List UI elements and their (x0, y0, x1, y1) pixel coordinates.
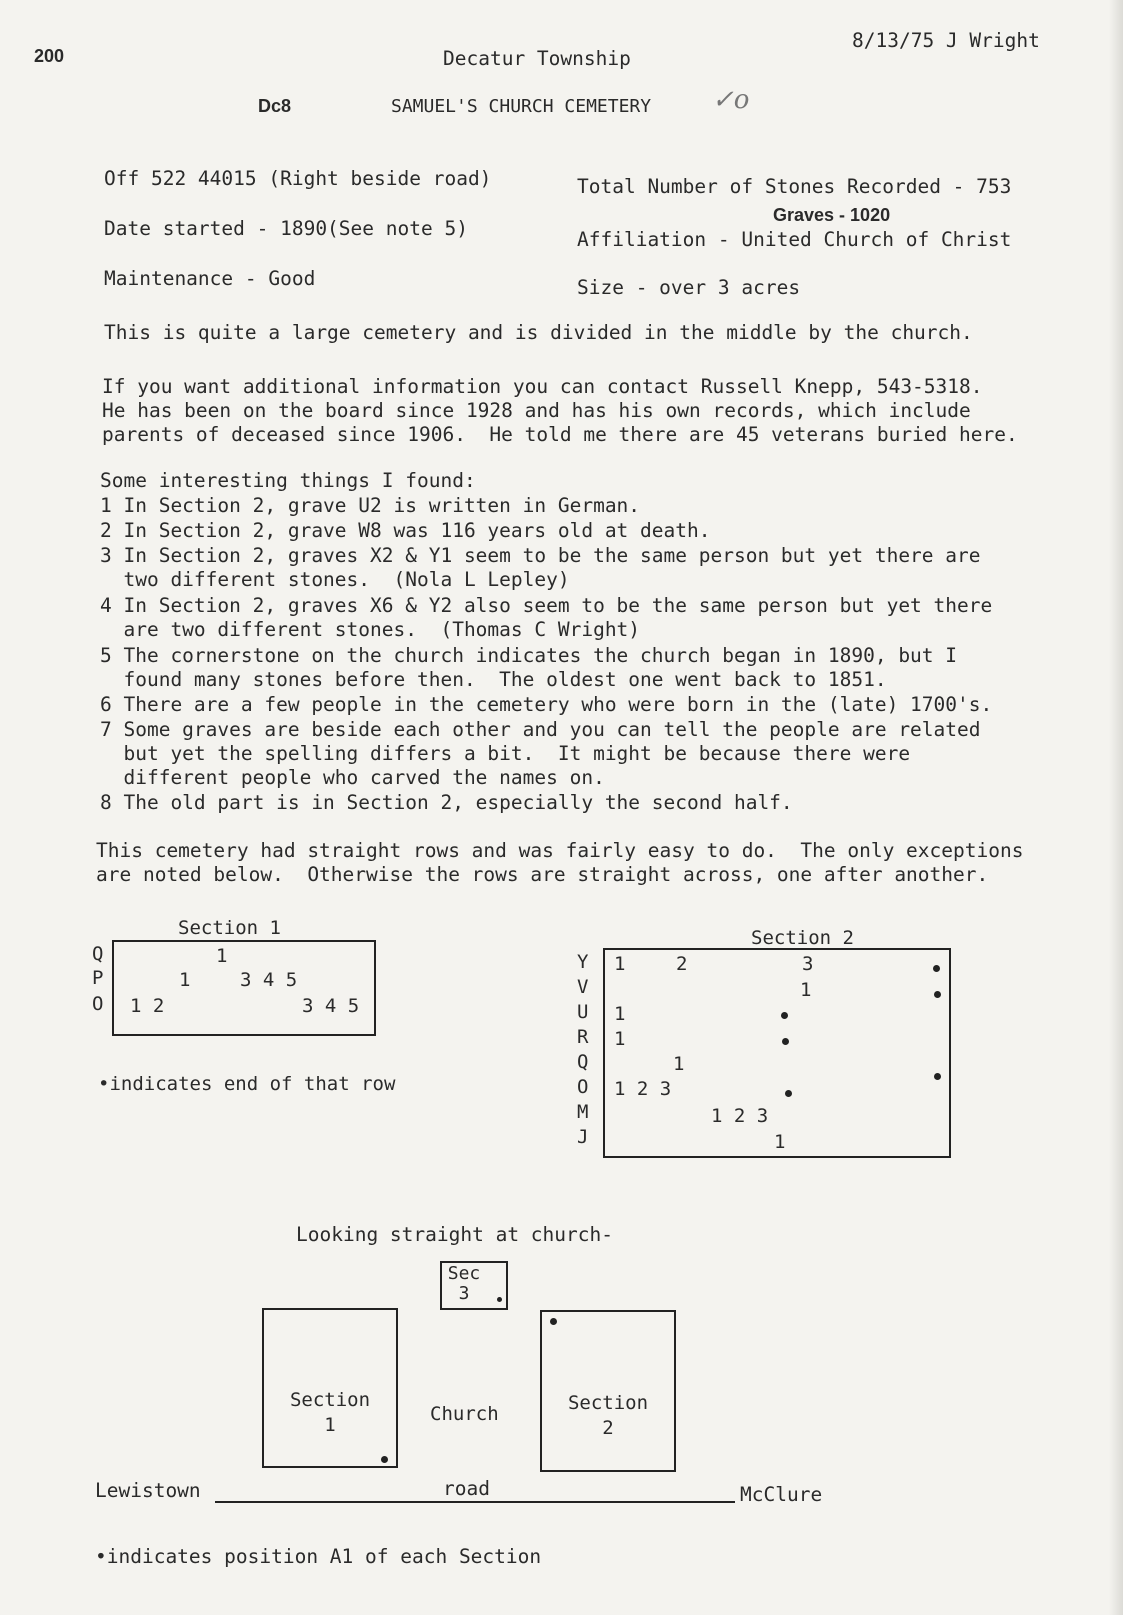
check-mark: ✓o (712, 85, 750, 115)
road-left-town: Lewistown (95, 1479, 201, 1502)
note-line: different people who carved the names on. (100, 766, 605, 789)
section1-row-p-grave-b: 3 4 5 (240, 969, 298, 991)
section3-label: Sec 3 (447, 1263, 481, 1304)
road-line (215, 1501, 735, 1503)
section2-row-label: U (577, 1001, 589, 1023)
note-line: 1 In Section 2, grave U2 is written in German. (100, 494, 641, 517)
site-section1-label: Section 1 (289, 1389, 371, 1436)
position-a1-dot (497, 1297, 502, 1302)
row-end-dot (785, 1090, 792, 1097)
note-line: found many stones before then. The oldest one went back to 1851. (100, 668, 887, 691)
note-line: 5 The cornerstone on the church indicates the church began in 1890, but I (100, 644, 958, 667)
section2-grave-number: 1 2 3 (711, 1105, 769, 1127)
note-line: 4 In Section 2, graves X6 & Y2 also seem to be the same person but yet there (100, 594, 993, 617)
section2-title: Section 2 (751, 927, 854, 949)
section1-title: Section 1 (178, 917, 281, 939)
row-end-dot (933, 965, 940, 972)
road-right-town: McClure (740, 1483, 823, 1506)
position-a1-dot (381, 1456, 388, 1463)
notes-intro: Some interesting things I found: (100, 469, 476, 492)
note-line: are two different stones. (Thomas C Wright) (100, 618, 641, 641)
paragraph-rows-1: This cemetery had straight rows and was fairly easy to do. The only exceptions (96, 839, 1024, 862)
legend-end-of-row: •indicates end of that row (98, 1073, 396, 1095)
row-end-dot (934, 991, 941, 998)
paragraph-contact-1: If you want additional information you can contact Russell Knepp, 543-5318. (102, 375, 983, 398)
section2-grid-box (603, 948, 951, 1158)
church-label: Church (430, 1403, 499, 1425)
cemetery-name: SAMUEL'S CHURCH CEMETERY (391, 96, 652, 117)
section2-row-label: M (577, 1101, 589, 1123)
section2-grave-number: 1 (800, 979, 812, 1001)
section1-row-o-grave-a: 1 2 (130, 995, 165, 1017)
section1-row-label: P (92, 967, 104, 989)
position-a1-dot (550, 1318, 557, 1325)
site-map-caption: Looking straight at church- (296, 1223, 613, 1246)
site-section2-label: Section 2 (567, 1392, 649, 1439)
section2-row-label: Y (577, 951, 589, 973)
cemetery-code: Dc8 (258, 96, 292, 116)
section2-row-label: R (577, 1026, 589, 1048)
maintenance-line: Maintenance - Good (104, 267, 316, 290)
total-stones-line: Total Number of Stones Recorded - 753 (577, 175, 1012, 198)
note-line: 8 The old part is in Section 2, especially the second half. (100, 791, 793, 814)
date-started-line: Date started - 1890(See note 5) (104, 217, 468, 240)
section1-row-q-graves: 1 (216, 945, 228, 967)
township-heading: Decatur Township (443, 47, 631, 70)
note-line: 6 There are a few people in the cemetery who were born in the (late) 1700's. (100, 693, 993, 716)
page-edge-shadow (1109, 0, 1123, 1615)
date-author: 8/13/75 J Wright (852, 29, 1040, 52)
note-line: 3 In Section 2, graves X2 & Y1 seem to be the same person but yet there are (100, 544, 981, 567)
section2-row-label: O (577, 1076, 589, 1098)
section1-row-label: Q (92, 943, 104, 965)
graves-line: Graves - 1020 (773, 205, 891, 225)
section2-grave-number: 2 (676, 953, 688, 975)
section2-grave-number: 1 (614, 953, 626, 975)
paragraph-contact-3: parents of deceased since 1906. He told me there are 45 veterans buried here. (102, 423, 1018, 446)
road-label: road (443, 1477, 490, 1500)
paragraph-rows-2: are noted below. Otherwise the rows are straight across, one after another. (96, 863, 989, 886)
section2-row-label: Q (577, 1051, 589, 1073)
location-line: Off 522 44015 (Right beside road) (104, 167, 492, 190)
section1-row-label: O (92, 993, 104, 1015)
legend-position-a1: •indicates position A1 of each Section (95, 1545, 542, 1568)
row-end-dot (934, 1073, 941, 1080)
section2-grave-number: 1 (673, 1053, 685, 1075)
note-line: 7 Some graves are beside each other and you can tell the people are related (100, 718, 981, 741)
note-line: two different stones. (Nola L Lepley) (100, 568, 570, 591)
section2-grave-number: 1 2 3 (614, 1078, 672, 1100)
section2-row-label: V (577, 976, 589, 998)
section2-grave-number: 1 (614, 1003, 626, 1025)
section2-grave-number: 1 (774, 1131, 786, 1153)
page-number: 200 (34, 46, 65, 66)
row-end-dot (782, 1038, 789, 1045)
section2-row-label: J (577, 1126, 589, 1148)
size-line: Size - over 3 acres (577, 276, 801, 299)
row-end-dot (781, 1012, 788, 1019)
note-line: 2 In Section 2, grave W8 was 116 years old at death. (100, 519, 711, 542)
section1-row-o-grave-b: 3 4 5 (302, 995, 360, 1017)
section1-row-p-grave-a: 1 (179, 969, 191, 991)
paragraph-contact-2: He has been on the board since 1928 and has his own records, which include (102, 399, 971, 422)
section2-grave-number: 1 (614, 1028, 626, 1050)
note-line: but yet the spelling differs a bit. It might be because there were (100, 742, 911, 765)
affiliation-line: Affiliation - United Church of Christ (577, 228, 1012, 251)
section2-grave-number: 3 (802, 953, 814, 975)
paragraph-divided: This is quite a large cemetery and is divided in the middle by the church. (104, 321, 973, 344)
